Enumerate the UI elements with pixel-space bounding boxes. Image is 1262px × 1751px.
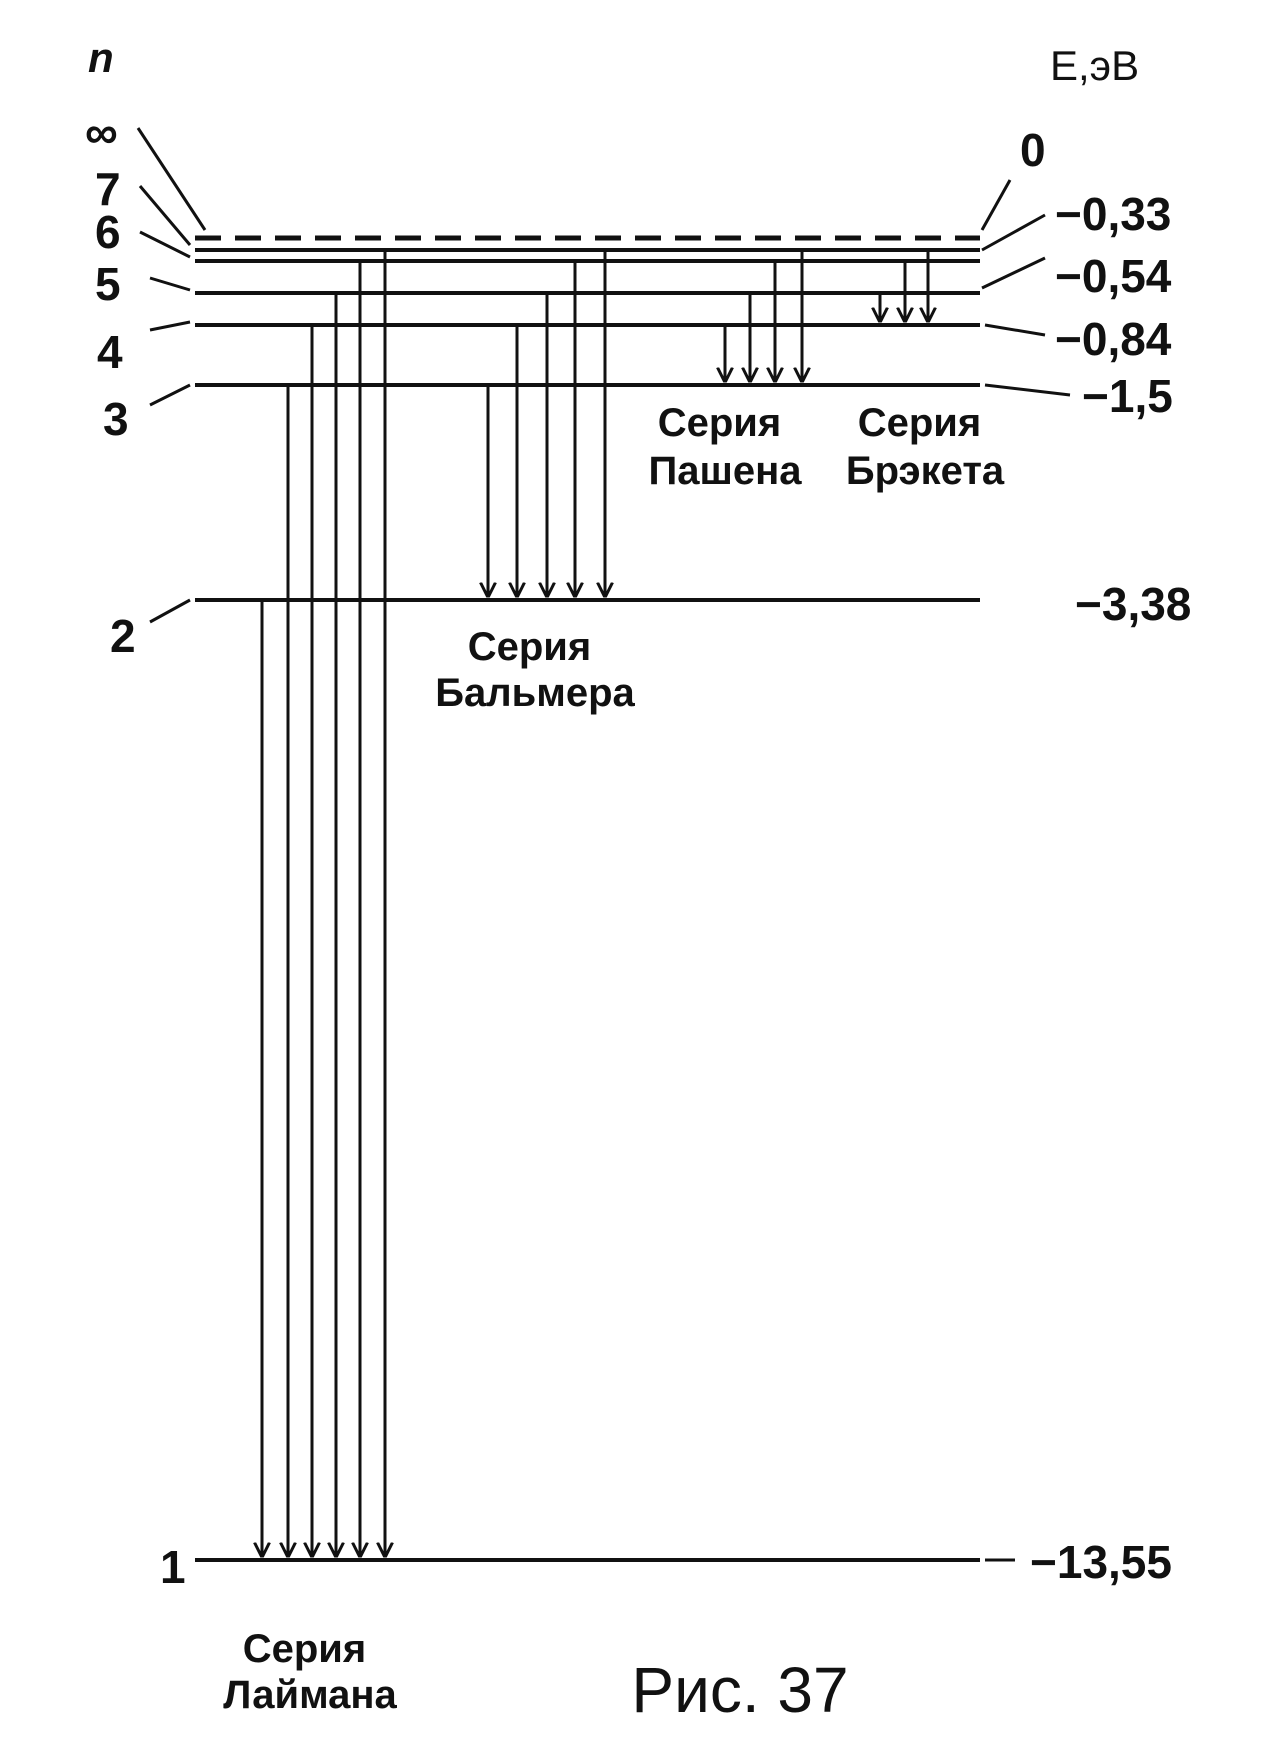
level-n-label-7: 7 xyxy=(95,163,121,215)
left-leader-2 xyxy=(150,600,190,622)
left-leader-4 xyxy=(150,322,190,330)
right-leader-3 xyxy=(985,325,1045,335)
level-n-label-5: 5 xyxy=(95,258,121,310)
left-leader-5 xyxy=(150,278,190,290)
level-n-label-2: 2 xyxy=(110,610,136,662)
series-balmer-label: Серия Бальмера xyxy=(435,625,635,715)
transition-arrows xyxy=(262,250,928,1556)
level-n-labels xyxy=(85,106,186,1593)
series-lyman-label: Серия Лаймана xyxy=(223,1627,397,1717)
series-brackett-label: Серия Брэкета xyxy=(845,401,1005,493)
right-leader-1 xyxy=(982,215,1045,250)
series-paschen-label: Серия Пашена xyxy=(648,401,802,493)
level-n-label-inf: ∞ xyxy=(85,106,118,158)
level-energy-label-1: −13,55 xyxy=(1030,1536,1172,1588)
right-leader-0 xyxy=(982,180,1010,230)
left-leader-inf xyxy=(138,128,205,230)
figure-caption: Рис. 37 xyxy=(631,1654,849,1726)
level-energy-label-7: −0,33 xyxy=(1055,188,1172,240)
level-energy-label-3: −1,5 xyxy=(1082,370,1173,422)
right-leader-4 xyxy=(985,385,1070,395)
level-n-label-6: 6 xyxy=(95,206,121,258)
right-leader-2 xyxy=(982,258,1045,288)
level-energy-label-4: −0,84 xyxy=(1055,313,1172,365)
level-n-label-4: 4 xyxy=(97,326,123,378)
level-energy-label-2: −3,38 xyxy=(1075,578,1192,630)
level-n-label-3: 3 xyxy=(103,393,129,445)
left-leader-3 xyxy=(150,385,190,405)
level-n-label-1: 1 xyxy=(160,1541,186,1593)
level-energy-label-inf: 0 xyxy=(1020,124,1046,176)
axis-n-label: n xyxy=(88,34,114,81)
level-energy-label-5: −0,54 xyxy=(1055,250,1172,302)
level-energy-labels xyxy=(1020,124,1191,1588)
axis-energy-label: E,эВ xyxy=(1050,42,1140,89)
